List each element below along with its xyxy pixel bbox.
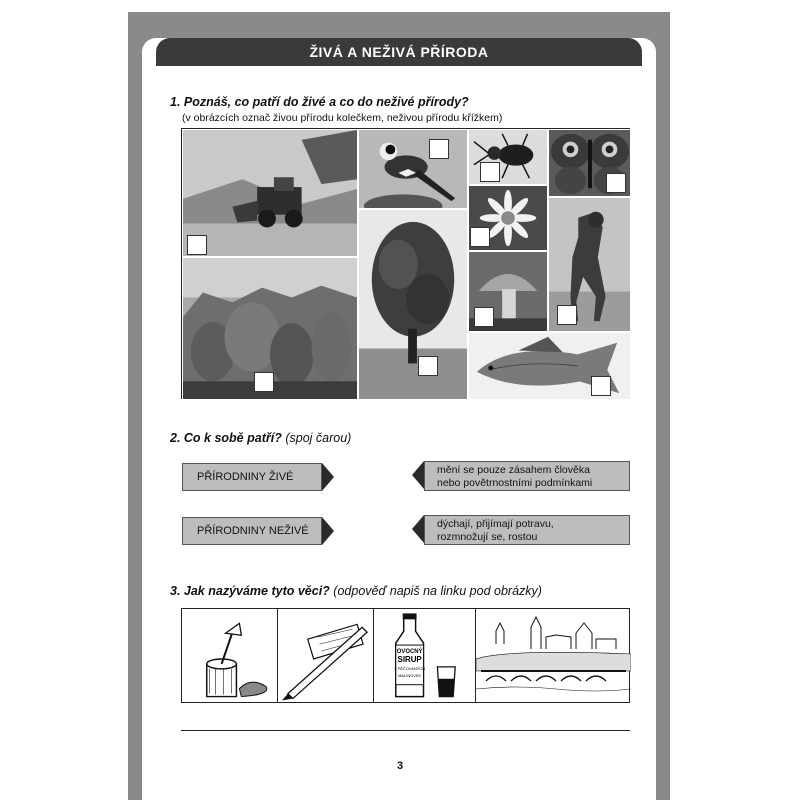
page-number: 3 <box>396 760 404 772</box>
arrow-left-icon <box>412 461 424 489</box>
photo-tree <box>358 209 468 400</box>
match-right-line: nebo povětrnostními podmínkami <box>437 477 593 489</box>
bottle-label-line: Z PÉČOVANÝCH <box>394 665 426 671</box>
question-1-instruction: (v obrázcích označ živou přírodu kolečkem, neživou přírodu křížkem) <box>182 112 503 124</box>
match-right-line: rozmnožují se, rostou <box>437 531 538 543</box>
mark-box-dog[interactable] <box>557 305 577 325</box>
match-right-living-desc[interactable] <box>424 515 630 545</box>
photo-wagtail-bird <box>358 129 468 209</box>
question-2-hint: (spoj čarou) <box>285 431 352 445</box>
photo-bulldozer <box>182 129 358 257</box>
mark-box-daisy[interactable] <box>470 227 490 247</box>
arrow-left-icon <box>412 515 424 543</box>
question-1-title: 1. Poznáš, co patří do živé a co do neživé přírody? <box>170 95 469 109</box>
mark-box-bulldozer[interactable] <box>187 235 207 255</box>
mark-box-mushroom[interactable] <box>474 307 494 327</box>
bottle-label-line: OVOCNÝ <box>396 649 423 656</box>
drawing-pencil <box>278 609 374 702</box>
arrow-right-icon <box>322 463 334 491</box>
drawing-syrup-bottle <box>374 609 476 702</box>
mark-box-beetle[interactable] <box>480 162 500 182</box>
match-right-nonliving-desc[interactable] <box>424 461 630 491</box>
mark-box-rocks[interactable] <box>254 372 274 392</box>
drawing-prague-bridge <box>476 609 631 702</box>
page-title: ŽIVÁ A NEŽIVÁ PŘÍRODA <box>156 38 642 66</box>
mark-box-butterfly[interactable] <box>606 173 626 193</box>
answer-line[interactable] <box>181 730 630 731</box>
drawing-stump-axe <box>182 609 278 702</box>
bottle-label-line: SIRUP <box>397 654 422 664</box>
mark-box-bird[interactable] <box>429 139 449 159</box>
question-2-title: 2. Co k sobě patří? (spoj čarou) <box>170 431 352 445</box>
drawing-strip <box>181 608 630 703</box>
match-left-nonliving[interactable]: PŘÍRODNINY NEŽIVÉ <box>182 517 322 545</box>
mark-box-tree[interactable] <box>418 356 438 376</box>
match-right-line: mění se pouze zásahem člověka <box>437 464 590 476</box>
question-3-title: 3. Jak nazýváme tyto věci? (odpověď napiš na linku pod obrázky) <box>170 584 542 598</box>
question-3-hint: (odpověď napiš na linku pod obrázky) <box>333 584 542 598</box>
match-right-line: dýchají, přijímají potravu, <box>437 518 554 530</box>
photo-grid <box>181 128 630 399</box>
arrow-right-icon <box>322 517 334 545</box>
match-left-living[interactable]: PŘÍRODNINY ŽIVÉ <box>182 463 322 491</box>
mark-box-fish[interactable] <box>591 376 611 396</box>
bottle-label-line: MALINOVEK <box>398 672 422 678</box>
